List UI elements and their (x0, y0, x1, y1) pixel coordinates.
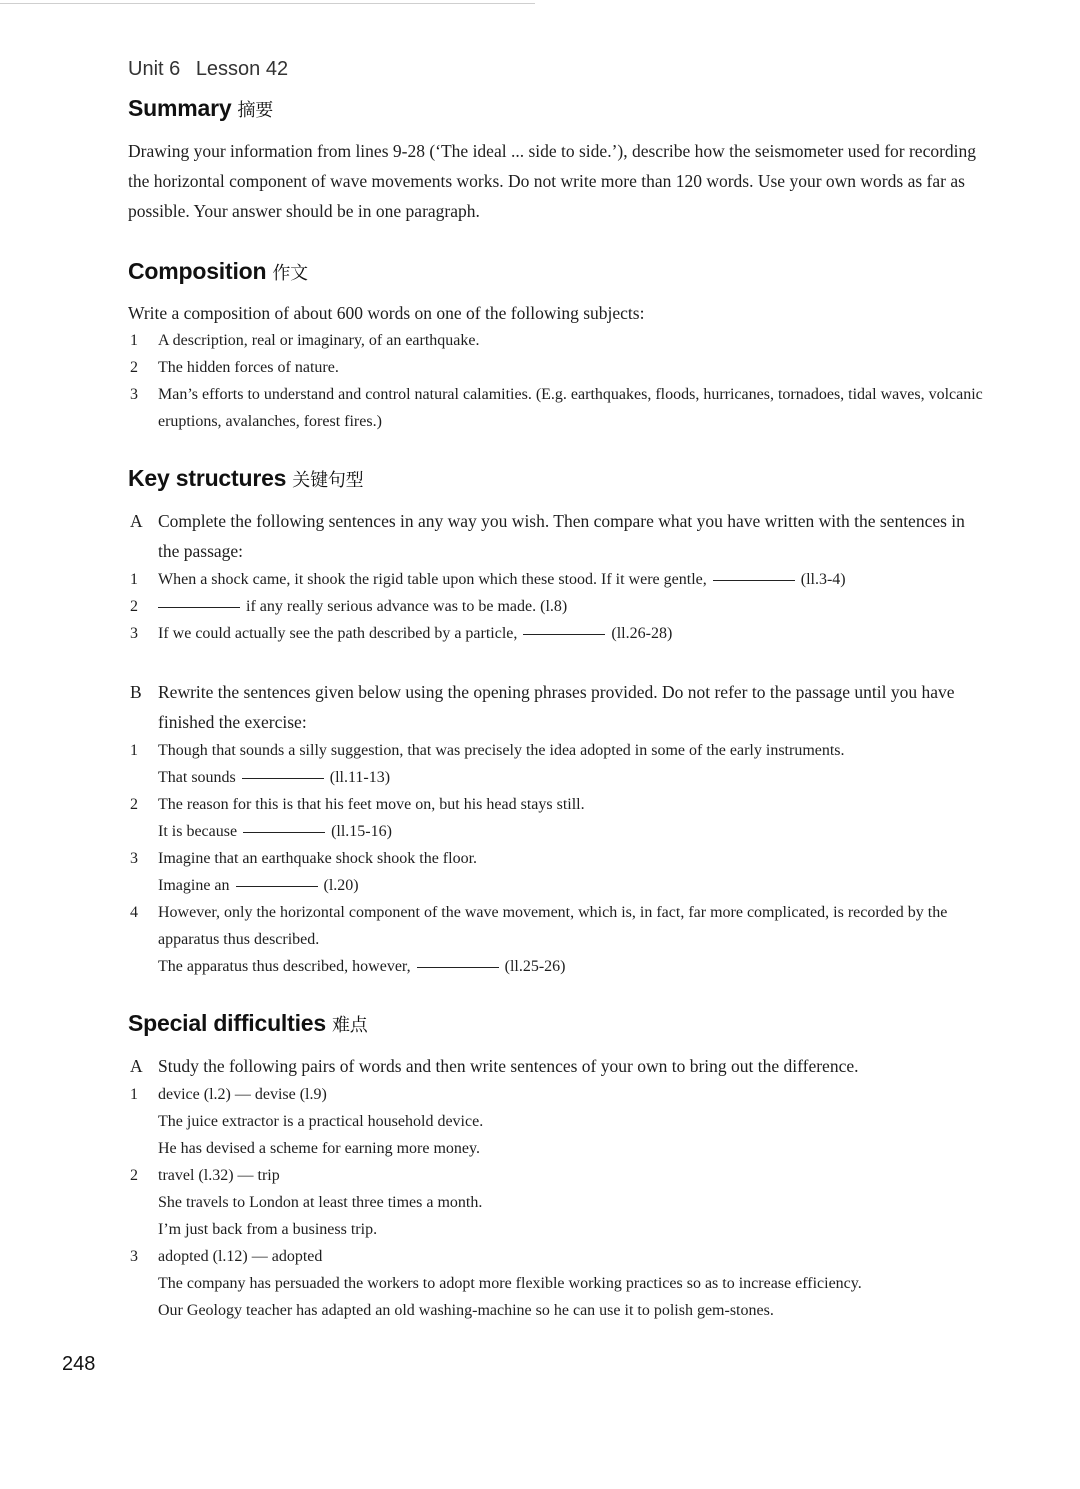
unit-label: Unit 6 (128, 58, 181, 80)
fill-in-blank (158, 606, 240, 608)
special-difficulties-section (128, 1010, 988, 1324)
list-item: 2 travel (l.32) — trip She travels to London at least three times a month. I’m just back from a business trip. (130, 1167, 483, 1238)
composition-heading: Composition 作文 (128, 258, 308, 284)
page-content (128, 58, 988, 1354)
fill-in-blank (417, 966, 499, 968)
composition-intro: Write a composition of about 600 words on one of the following subjects: (128, 303, 645, 323)
list-item: 1 A description, real or imaginary, of an earthquake. (130, 332, 480, 349)
lesson-label: Lesson 42 (195, 58, 289, 80)
exercise-b-instruction: B Rewrite the sentences given below using the opening phrases provided. Do not refer to the passage until you have finished the exercise: (130, 682, 955, 732)
list-item: 3 If we could actually see the path described by a particle, (ll.26-28) (130, 625, 673, 642)
summary-text: Drawing your information from lines 9-28 (‘The ideal ... side to side.’), describe how the seismometer used for recording the horizontal component of wave movements works. Do not write more than 120 words. Use your own words as far as possible. Your answer should be in one paragraph. (128, 141, 977, 221)
list-item: 2 The reason for this is that his feet move on, but his head stays still. It is because (ll.15-16) (130, 796, 585, 840)
fill-in-blank (236, 885, 318, 887)
summary-heading: Summary 摘要 (128, 95, 274, 121)
exercise-a-list (128, 566, 988, 647)
top-rule (0, 3, 535, 4)
list-item: 4 However, only the horizontal component of the wave movement, which is, in fact, far more complicated, is recorded by the apparatus thus described. The apparatus thus described, however, (ll.25-26) (130, 904, 948, 975)
list-item: 3 Imagine that an earthquake shock shook the floor. Imagine an (l.20) (130, 850, 478, 894)
exercise-a-instruction: A Complete the following sentences in any way you wish. Then compare what you have written with the sentences in the passage: (130, 511, 965, 561)
list-item: 2 if any really serious advance was to be made. (l.8) (130, 598, 568, 615)
special-a-instruction: A Study the following pairs of words and then write sentences of your own to bring out the difference. (130, 1056, 859, 1076)
unit-header (128, 58, 988, 81)
fill-in-blank (243, 831, 325, 833)
list-item: 1 device (l.2) — devise (l.9) The juice extractor is a practical household device. He has devised a scheme for earning more money. (130, 1086, 484, 1157)
list-item: 2 The hidden forces of nature. (130, 359, 339, 376)
fill-in-blank (713, 579, 795, 581)
list-item: 3 Man’s efforts to understand and control natural calamities. (E.g. earthquakes, floods, hurricanes, tornadoes, tidal waves, volcanic eruptions, avalanches, forest fires.) (130, 386, 983, 430)
list-item: 1 When a shock came, it shook the rigid table upon which these stood. If it were gentle, (ll.3-4) (130, 571, 846, 588)
special-a-list (128, 1081, 988, 1324)
composition-section (128, 258, 988, 435)
fill-in-blank (242, 777, 324, 779)
key-structures-heading: Key structures 关键句型 (128, 465, 364, 491)
exercise-b-list (128, 737, 988, 980)
summary-section (128, 95, 988, 226)
fill-in-blank (523, 633, 605, 635)
page-number: 248 (62, 1353, 96, 1375)
key-structures-section (128, 465, 988, 980)
composition-list (128, 327, 988, 435)
list-item: 3 adopted (l.12) — adopted The company has persuaded the workers to adopt more flexible working practices so as to increase efficiency. Our Geology teacher has adapted an old washing-machine so he can use it to polish gem-stones. (130, 1248, 862, 1319)
special-difficulties-heading: Special difficulties 难点 (128, 1010, 368, 1036)
list-item: 1 Though that sounds a silly suggestion, that was precisely the idea adopted in some of the early instruments. That sounds (ll.11-13) (130, 742, 845, 786)
